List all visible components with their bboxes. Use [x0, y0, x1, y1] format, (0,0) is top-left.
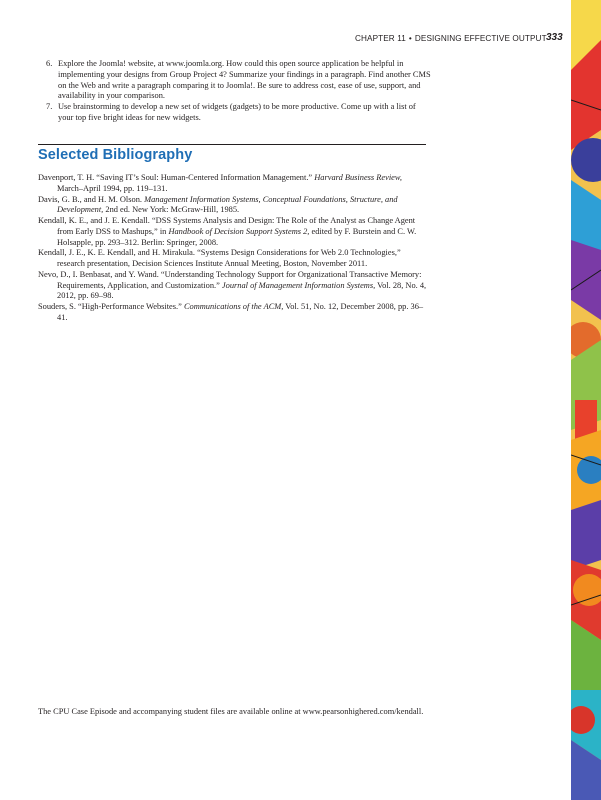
exercise-number: 7.	[46, 102, 53, 112]
decorative-side-artwork	[571, 0, 601, 800]
exercise-list	[42, 59, 432, 124]
entry-source-title: Harvard Business Review,	[314, 173, 402, 182]
entry-source-title: Journal of Management Information Systems,	[221, 280, 376, 290]
header-bullet: •	[408, 34, 412, 43]
entry-text: Davenport, T. H. “Saving IT’s Soul: Human-Centered Information Management.”	[38, 173, 315, 182]
bibliography-entry	[38, 302, 430, 324]
entry-details: March–April 1994, pp. 119–131.	[57, 183, 168, 193]
entry-text: Souders, S. “High-Performance Websites.”	[38, 302, 184, 311]
entry-text: Kendall, J. E., K. E. Kendall, and H. Mirakula. “Systems Design Considerations for Web 2.0 Technologies,” research presentation, Decision Sciences Institute Annual Meeting, Boston, November 2011.	[38, 248, 401, 268]
entry-details: Vol. 51, No. 12, December 2008, pp. 36–41.	[57, 302, 424, 322]
page-number: 333	[546, 32, 563, 43]
entry-text: Kendall, K. E., and J. E. Kendall. “DSS Systems Analysis and Design: The Role of the Analyst as Change Agent from Early DSS to Mashups,” in	[38, 216, 416, 236]
chapter-title: DESIGNING EFFECTIVE OUTPUT	[414, 34, 547, 43]
entry-details: Vol. 28, No. 4, 2012, pp. 69–98.	[57, 280, 427, 301]
bibliography-entry	[38, 216, 430, 248]
entry-source-title: Communications of the ACM,	[183, 302, 284, 311]
bibliography-entry	[38, 195, 430, 217]
entry-details: edited by F. Burstein and C. W. Holsapple, pp. 293–312. Berlin: Springer, 2008.	[57, 226, 417, 247]
entry-text: Davis, G. B., and H. M. Olson.	[38, 194, 145, 204]
bibliography-entry	[38, 248, 430, 270]
bibliography-list	[38, 173, 430, 324]
entry-text: Nevo, D., I. Benbasat, and Y. Wand. “Understanding Technology Support for Organizational Transactive Memory: Requirements, Application, and Customization.”	[38, 269, 422, 290]
exercise-item	[42, 102, 432, 124]
entry-details: 2nd ed. New York: McGraw-Hill, 1985.	[103, 205, 240, 215]
exercise-item	[42, 59, 432, 102]
bibliography-entry	[38, 270, 430, 302]
entry-source-title: Management Information Systems, Conceptual Foundations, Structure, and Development,	[57, 194, 398, 215]
entry-source-title: Handbook of Decision Support Systems 2,	[168, 226, 310, 236]
bibliography-entry	[38, 173, 430, 195]
section-divider	[38, 144, 426, 145]
exercise-text: Explore the Joomla! website, at www.joomla.org. How could this open source application be helpful in implementing your designs from Group Project 4? Summarize your findings in a paragraph. Find another CMS on the Web and write a paragraph comparing it to Joomla!. Be sure to address cost, ease of use, support, and availability in your comparison.	[58, 59, 431, 101]
exercise-number: 6.	[46, 59, 53, 68]
footnote: The CPU Case Episode and accompanying student files are available online at www.pearsonhighered.com/kendall.	[38, 707, 424, 716]
running-header	[355, 34, 547, 43]
section-heading: Selected Bibliography	[38, 147, 193, 163]
exercise-text: Use brainstorming to develop a new set of widgets (gadgets) to be more productive. Come up with a list of your top five bright ideas for new widgets.	[58, 102, 416, 122]
chapter-label: CHAPTER 11	[355, 34, 406, 43]
